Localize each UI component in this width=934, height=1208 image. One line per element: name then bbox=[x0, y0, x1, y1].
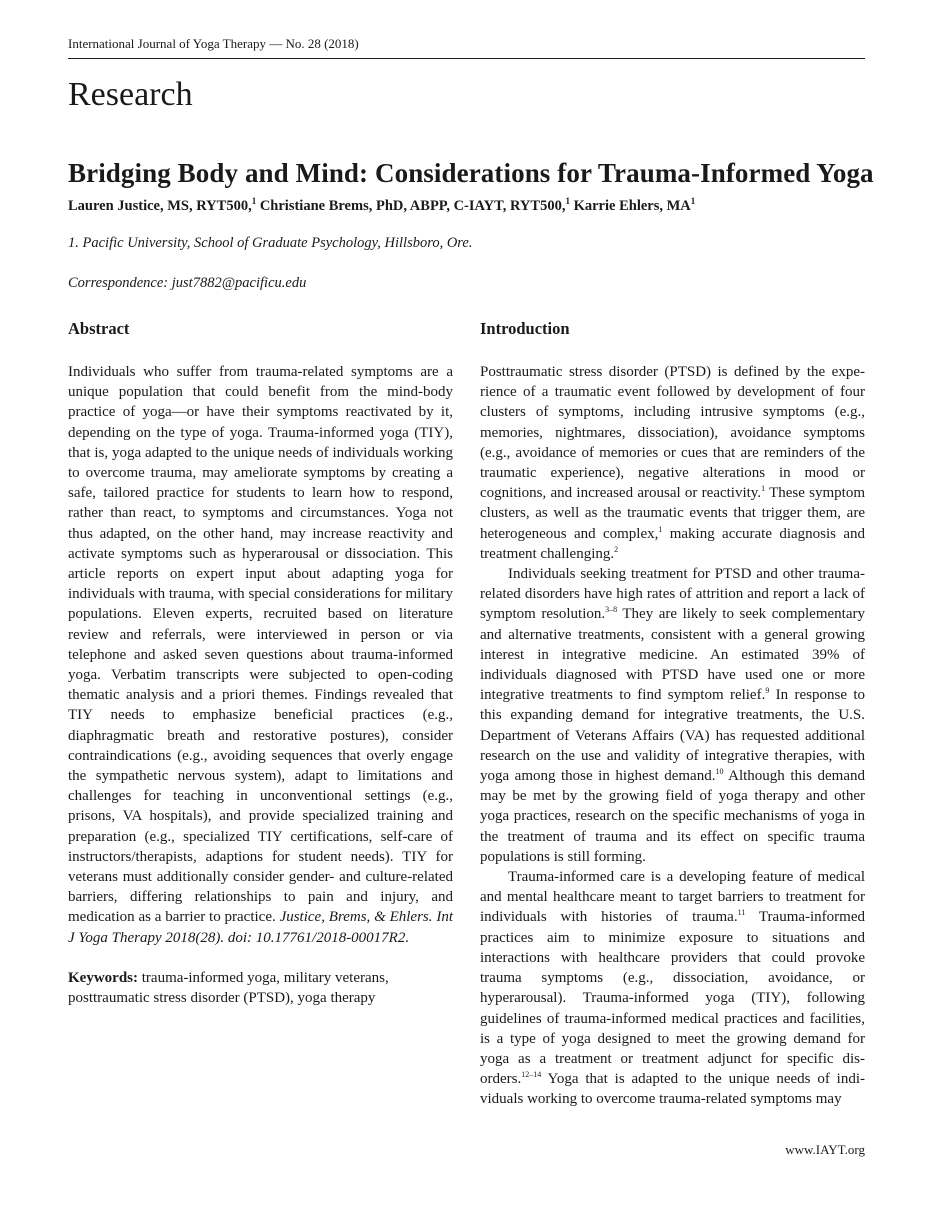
footer-url[interactable]: www.IAYT.org bbox=[785, 1142, 865, 1157]
introduction-column bbox=[480, 318, 865, 1110]
citation-superscript: 12–14 bbox=[521, 1070, 542, 1080]
paragraph-text: Posttraumatic stress disorder (PTSD) is defined by the experience of a traumatic event followed by development of four clusters of symptoms, including intrusive symptoms (e.g., memories, nightmares, dissociation), avoidance symptoms (e.g., avoidance of memories or cues that are reminders of the traumatic experience), negative alterations in mood or cognitions, and increased arousal or reactivity. bbox=[480, 364, 865, 502]
citation-superscript: 1 bbox=[761, 484, 766, 494]
paragraph-text: In response to this expanding demand for integrative treatments, the U.S. Department of Veterans Affairs (VA) has requested additional research on the use and validity of integrative therapies, with yoga among those in highest demand. bbox=[480, 687, 865, 785]
author-affiliation-mark: 1 bbox=[565, 196, 570, 206]
paragraph-text: Trauma-informed care is a developing feature of medical and mental healthcare meant to target barriers to treatment for individuals with histories of trauma. bbox=[480, 869, 865, 926]
author-name: Lauren Justice, MS, RYT500, bbox=[68, 197, 252, 214]
article-title: Bridging Body and Mind: Considerations for Trauma-Informed Yoga bbox=[68, 158, 874, 188]
running-header: International Journal of Yoga Therapy — No. 28 (2018) bbox=[68, 36, 865, 59]
citation-superscript: 9 bbox=[765, 686, 770, 696]
introduction-heading: Introduction bbox=[480, 319, 570, 338]
paragraph-text: making accurate diagnosis and treatment challenging. bbox=[480, 525, 865, 562]
section-label: Research bbox=[68, 76, 193, 113]
citation-superscript: 11 bbox=[737, 908, 746, 918]
abstract-column bbox=[68, 318, 453, 1008]
intro-paragraph-2 bbox=[480, 564, 865, 867]
abstract-body bbox=[68, 362, 453, 948]
author-name: Karrie Ehlers, MA bbox=[573, 197, 691, 214]
author-name: Christiane Brems, PhD, ABPP, C-IAYT, RYT500, bbox=[259, 197, 566, 214]
paragraph-text: Individuals seeking treatment for PTSD and other trauma-related disorders have high rates of attrition and report a lack of symptom resolution. bbox=[480, 566, 865, 623]
keywords-text: trauma-informed yoga, military veterans, posttraumatic stress disorder (PTSD), yoga therapy bbox=[68, 969, 389, 1007]
author-affiliation-mark: 1 bbox=[690, 196, 696, 206]
correspondence: Correspondence: just7882@pacificu.edu bbox=[68, 275, 307, 291]
paragraph-text: They are likely to seek complementary and alternative treatments, consistent with a general growing interest in integrative medicine. An estimated 39% of individuals diagnosed with PTSD have used one or more integrative treatments to find symptom relief. bbox=[480, 606, 865, 704]
citation-superscript: 2 bbox=[614, 544, 619, 554]
abstract-text: Individuals who suffer from trauma-related symptoms are a unique population that could benefit from the mind-body practice of yoga—or have their symptoms reactivated by it, depending on the type of yoga. Trauma-informed yoga (TIY), that is, yoga adapted to the unique needs of individuals working to overcome trauma, may ameliorate symptoms by creating a safe, tailored practice for students to learn how to respond, rather than react, to symptoms and circumstances. Yoga not thus adapted, on the other hand, may increase reactivity and activate symptoms such as hyperarousal or dissociation. This article reports on expert input about adapting yoga for individuals with trauma, with special considerations for military populations. Eleven experts, recruited based on literature review and referrals, were interviewed in person or via telephone and asked seven questions about trauma-informed yoga. Verbatim transcripts were subjected to open-coding thematic analysis and a priori themes. Findings revealed that TIY needs to emphasize beneficial practices (e.g., diaphragmatic breath and restorative postures), consider contraindications (e.g., avoiding sequences that overly engage the sympathetic nervous system), adapt to limitations and challenges for teaching in unconventional settings (e.g., prisons, VA hospitals), and provide specialized training and preparation (e.g., specialized TIY certifications, self-care of instructors/therapists, adaptions for student needs). TIY for veterans must additionally consider gender- and culture-related barriers, differing relationships to pain and injury, and medication as a barrier to practice. bbox=[68, 364, 453, 926]
author-affiliation-mark: 1 bbox=[251, 196, 257, 206]
citation-superscript: 1 bbox=[658, 524, 663, 534]
paragraph-text: Although this demand may be met by the growing field of yoga therapy and other yoga practices, research on the specific mechanisms of yoga in the treatment of trauma and its effect on specific trauma populations is still forming. bbox=[480, 768, 865, 865]
paragraph-text: Yoga that is adapted to the unique needs of individuals working to overcome trauma-related symptoms may bbox=[480, 1071, 865, 1108]
citation-superscript: 3–8 bbox=[605, 605, 618, 615]
author-list bbox=[68, 196, 695, 215]
citation-superscript: 10 bbox=[715, 767, 724, 777]
keywords-label: Keywords: bbox=[68, 969, 138, 986]
intro-paragraph-1 bbox=[480, 362, 865, 564]
abstract-heading: Abstract bbox=[68, 319, 130, 338]
paragraph-text: These symptom clusters, as well as the traumatic events that trigger them, are heterogeneous and complex, bbox=[480, 485, 865, 542]
abstract-citation: Justice, Brems, & Ehlers. Int J Yoga Therapy 2018(28). doi: 10.17761/2018-00017R2. bbox=[68, 909, 453, 946]
affiliation: 1. Pacific University, School of Graduate Psychology, Hillsboro, Ore. bbox=[68, 235, 473, 251]
paragraph-text: Trauma-informed practices aim to minimize exposure to situations and interactions with healthcare providers that could provoke trauma symptoms (e.g., dissociation, avoidance, or hyperarousal). Trauma-informed yoga (TIY), following guidelines of trauma-informed medical practices and facilities, is a type of yoga designed to meet the growing demand for yoga as a treatment or treatment adjunct for specific disorders. bbox=[480, 909, 865, 1088]
intro-paragraph-3 bbox=[480, 867, 865, 1109]
keywords bbox=[68, 968, 453, 1008]
